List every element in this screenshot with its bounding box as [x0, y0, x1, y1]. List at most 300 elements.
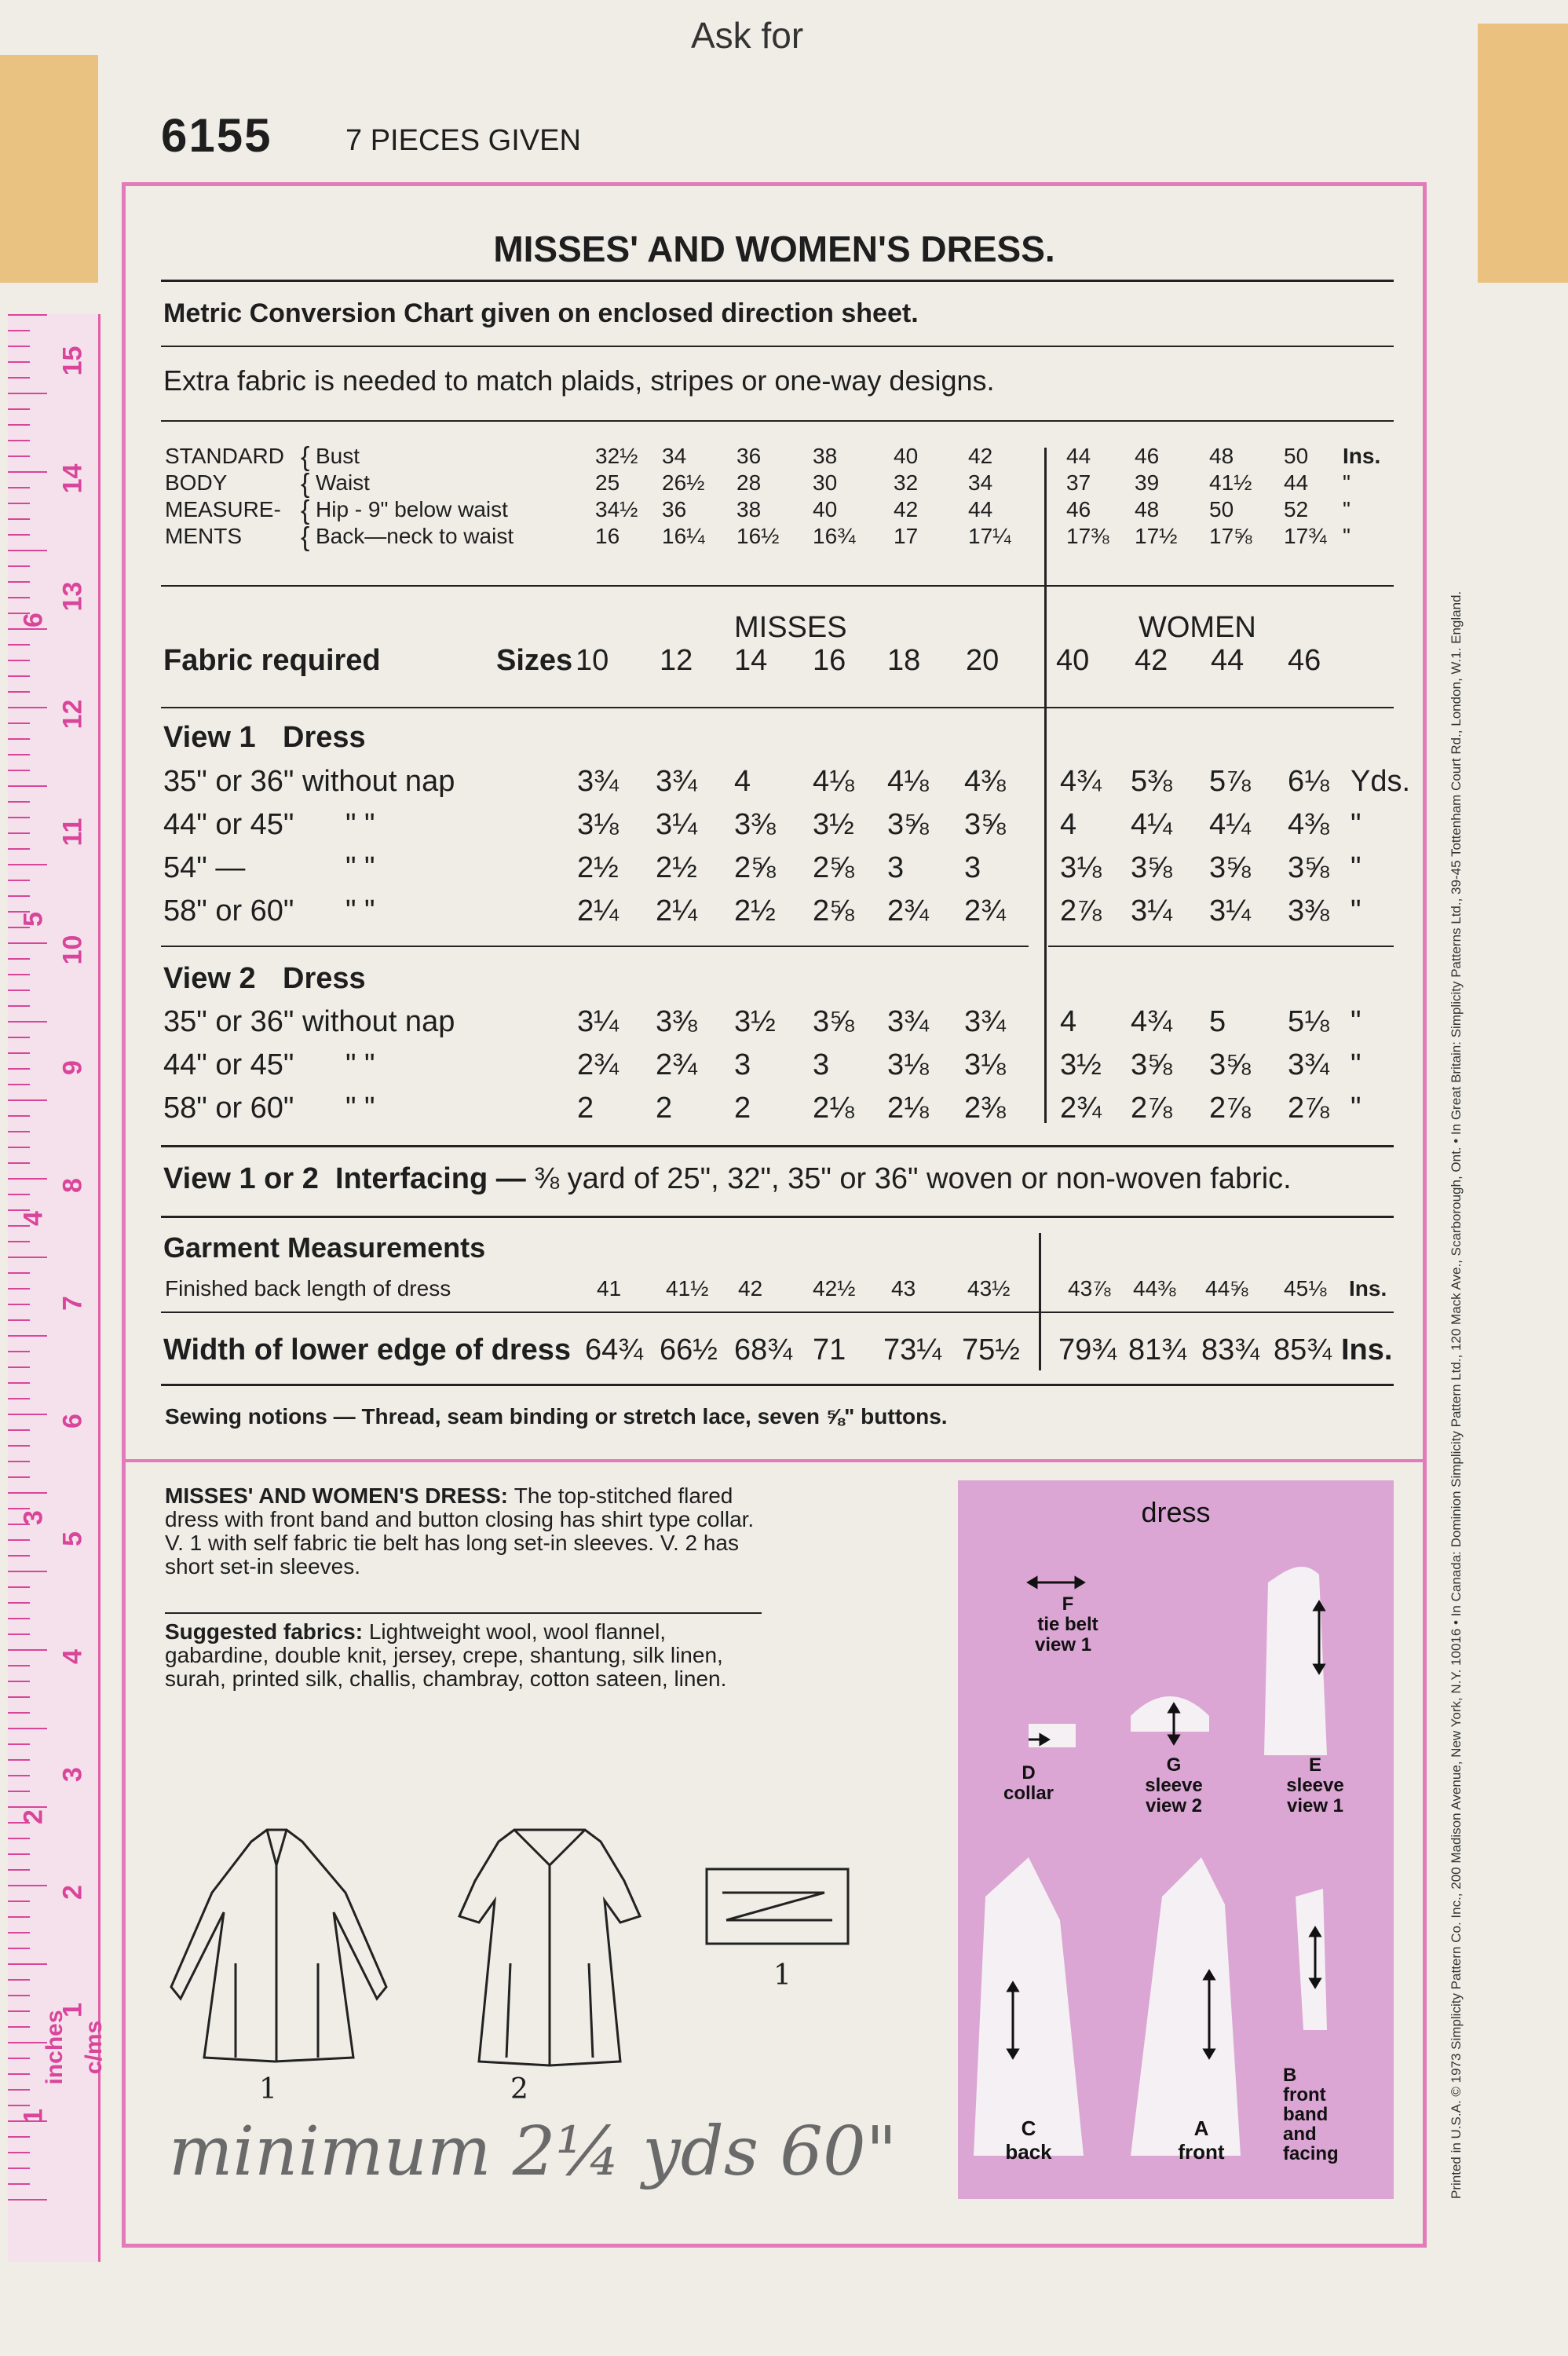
- brace-glyph: {: [301, 469, 310, 499]
- piece-G-sub: view 2: [1145, 1795, 1203, 1816]
- back-length-value: 44⅝: [1205, 1276, 1248, 1301]
- divider: [161, 1145, 1394, 1147]
- size-label: 16: [813, 644, 846, 677]
- measurement-value: 17: [894, 524, 919, 548]
- ruler-tick: [8, 1979, 30, 1981]
- divider: [161, 1312, 1394, 1313]
- ruler-tick: [8, 1869, 30, 1871]
- piece-E-label: [1272, 1755, 1358, 1816]
- ruler-tick: [8, 1618, 30, 1619]
- piece-G-letter: G: [1166, 1754, 1182, 1776]
- ruler-tick: [8, 1665, 30, 1666]
- ruler-tick: [8, 550, 47, 551]
- yardage-value: 3¾: [577, 765, 619, 798]
- measurement-row-label: Bust: [316, 444, 360, 468]
- yardage-value: 3⅛: [1060, 851, 1102, 884]
- piece-E-letter: E: [1308, 1754, 1321, 1776]
- yardage-value: 3⅝: [1288, 851, 1329, 884]
- piece-F-letter: F: [1062, 1593, 1074, 1615]
- measurement-value: 41½: [1209, 470, 1252, 495]
- ruler-tick: [8, 1257, 47, 1258]
- ruler-tick: [8, 942, 47, 944]
- ruler-tick: [8, 1319, 30, 1321]
- ruler-tick: [8, 2168, 30, 2169]
- ruler-tick: [8, 1571, 47, 1572]
- measurement-value: 17¾: [1284, 524, 1327, 548]
- measurement-value: 42: [968, 444, 993, 468]
- suggested-fabrics: [165, 1620, 762, 1691]
- yardage-value: 2⅛: [813, 1092, 854, 1125]
- ruler-tick: [8, 1445, 30, 1447]
- width-value: 75½: [962, 1333, 1020, 1366]
- divider: [161, 1216, 1394, 1218]
- ruler-tick: [8, 1131, 30, 1132]
- yardage-value: 2⅞: [1288, 1092, 1329, 1125]
- yardage-value: 4: [734, 765, 751, 798]
- ruler-tick: [8, 2058, 30, 2059]
- piece-B-label: [1272, 2065, 1369, 2164]
- divider: [161, 707, 1394, 708]
- ruler-tick: [8, 1068, 30, 1070]
- ruler-tick: [8, 832, 30, 834]
- pieces-given: 7 PIECES GIVEN: [345, 124, 581, 157]
- ruler-inch-number: 5: [18, 912, 49, 927]
- divider: [161, 420, 1394, 422]
- view1-title: View 1: [163, 721, 256, 754]
- back-length-value: 43½: [967, 1276, 1011, 1301]
- ruler-cm-number: 7: [57, 1296, 88, 1311]
- tie-belt-sketch: [707, 1869, 848, 1944]
- yardage-value: 2¼: [656, 894, 697, 927]
- sewing-label: Sewing notions —: [165, 1404, 356, 1429]
- back-length-value: 44⅜: [1133, 1276, 1176, 1301]
- yardage-value: 3¾: [656, 765, 697, 798]
- ruler-tick: [8, 2152, 30, 2153]
- interfacing-lead: View 1 or 2: [163, 1162, 319, 1195]
- yardage-value: 2: [656, 1092, 673, 1125]
- diagram-title: dress: [1141, 1496, 1211, 1528]
- measurement-label-line: STANDARD: [165, 444, 284, 468]
- piece-B: [1296, 1889, 1327, 2030]
- ruler-tick: [8, 1241, 30, 1242]
- ruler-cm-number: 11: [57, 818, 88, 847]
- measurement-value: 28: [736, 470, 762, 495]
- ruler-tick: [8, 1429, 30, 1431]
- ruler-tick: [8, 1712, 30, 1714]
- ruler-inch-number: 4: [18, 1211, 49, 1226]
- yardage-value: 4¼: [1209, 808, 1251, 841]
- yardage-value: 3⅝: [964, 808, 1006, 841]
- ruler-tick: [8, 518, 30, 520]
- yardage-value: 5: [1209, 1005, 1226, 1038]
- yardage-value: 2½: [734, 894, 776, 927]
- yardage-value: 4¾: [1060, 765, 1102, 798]
- measurement-value: 16¼: [662, 524, 705, 548]
- yardage-value: 3¼: [577, 1005, 619, 1038]
- ruler-tick: [8, 471, 47, 473]
- measurement-value: 30: [813, 470, 838, 495]
- yardage-unit: ": [1351, 1005, 1361, 1038]
- measurement-value: 17⅝: [1209, 524, 1252, 548]
- interfacing-text: ⅜ yard of 25", 32", 35" or 36" woven or non-woven fabric.: [534, 1162, 1292, 1195]
- handwritten-note: minimum 2¼ yds 60": [169, 2113, 897, 2191]
- ruler-tick: [8, 1696, 30, 1698]
- measurement-value: 38: [813, 444, 838, 468]
- ditto-marks: " ": [345, 894, 375, 927]
- ruler-cm-number: 1: [57, 2003, 88, 2018]
- ruler-tick: [8, 1539, 30, 1541]
- piece-C-label: [981, 2116, 1076, 2164]
- back-length-label: Finished back length of dress: [165, 1276, 451, 1301]
- yardage-value: 3: [964, 851, 981, 884]
- piece-C-letter: C: [1021, 2116, 1036, 2140]
- ruler-tick: [8, 801, 30, 803]
- yardage-value: 2⅝: [734, 851, 776, 884]
- ruler-tick: [8, 581, 30, 583]
- ditto-marks: " ": [345, 851, 375, 884]
- measurement-label-line: BODY: [165, 470, 228, 495]
- piece-E: [1264, 1567, 1327, 1755]
- ruler-tick: [8, 1398, 30, 1399]
- measurement-value: 48: [1135, 497, 1160, 521]
- ruler-cm-label: c/ms: [81, 2020, 107, 2075]
- yardage-value: 3⅜: [1288, 894, 1329, 927]
- yardage-value: 2¾: [577, 1048, 619, 1081]
- measurement-value: 50: [1209, 497, 1234, 521]
- brace-glyph: {: [301, 442, 310, 472]
- measurement-row-label: Waist: [316, 470, 370, 495]
- ruler-tick: [8, 990, 30, 991]
- ruler-tick: [8, 1461, 30, 1462]
- measurement-value: 26½: [662, 470, 705, 495]
- ruler-tick: [8, 1586, 30, 1588]
- ruler-tick: [8, 1304, 30, 1305]
- ruler-tick: [8, 1147, 30, 1148]
- ruler-tick: [8, 2183, 30, 2185]
- yardage-value: 5⅛: [1288, 1005, 1329, 1038]
- fabric-required-title: Fabric required: [163, 644, 381, 677]
- ruler-tick: [8, 1162, 30, 1164]
- piece-B-line: band: [1283, 2104, 1329, 2125]
- fabric-row-label: 35" or 36" without nap: [163, 1005, 455, 1038]
- yardage-value: 3¼: [656, 808, 697, 841]
- width-value: 71: [813, 1333, 846, 1366]
- piece-E-sub: view 1: [1286, 1795, 1344, 1816]
- ruler-tick: [8, 330, 30, 331]
- measurement-value: 39: [1135, 470, 1160, 495]
- ruler-tick: [8, 1743, 30, 1745]
- measurement-value: 46: [1066, 497, 1091, 521]
- measurement-unit: ": [1343, 470, 1351, 495]
- misses-label: MISSES: [734, 611, 847, 644]
- piece-F-name: tie belt: [1037, 1614, 1098, 1635]
- ruler-tick: [8, 1759, 30, 1761]
- measurement-value: 34: [662, 444, 687, 468]
- measurement-unit: ": [1343, 524, 1351, 548]
- ruler-inch-number: 3: [18, 1510, 49, 1525]
- yardage-value: 3¾: [1288, 1048, 1329, 1081]
- measurement-value: 32: [894, 470, 919, 495]
- measurement-value: 34½: [595, 497, 638, 521]
- ruler-tick: [8, 958, 30, 960]
- measurement-value: 34: [968, 470, 993, 495]
- piece-D-label: [989, 1763, 1068, 1804]
- ruler-tick: [8, 2010, 30, 2012]
- yardage-unit: ": [1351, 1048, 1361, 1081]
- divider: [161, 946, 1029, 947]
- ruler-tick: [8, 691, 30, 693]
- yardage-value: 2⅝: [813, 894, 854, 927]
- ruler-tick: [8, 1052, 30, 1054]
- ruler-tick: [8, 1115, 30, 1117]
- yardage-unit: ": [1351, 1092, 1361, 1125]
- ruler-tick: [8, 1366, 30, 1368]
- ruler-tick: [8, 597, 30, 598]
- metric-note: Metric Conversion Chart given on enclosed direction sheet.: [163, 298, 919, 328]
- ruler-tick: [8, 754, 30, 755]
- ruler-tick: [8, 346, 30, 347]
- yardage-value: 2: [577, 1092, 594, 1125]
- ruler-tick: [8, 361, 30, 363]
- yardage-value: 2¾: [887, 894, 929, 927]
- width-value: 64¾: [585, 1333, 643, 1366]
- ruler-tick: [8, 895, 30, 897]
- garment-title: Garment Measurements: [163, 1231, 486, 1264]
- size-label: 46: [1288, 644, 1321, 677]
- ruler-cm-number: 14: [57, 463, 88, 494]
- ruler-tick: [8, 785, 47, 787]
- back-length-value: 41: [597, 1276, 622, 1301]
- ruler-tick: [8, 1633, 30, 1635]
- piece-A-letter: A: [1193, 2116, 1209, 2140]
- measurement-value: 48: [1209, 444, 1234, 468]
- yardage-value: 2¼: [577, 894, 619, 927]
- ruler-tick: [8, 1005, 30, 1007]
- ruler-tick: [8, 2026, 30, 2028]
- size-label: 20: [966, 644, 1000, 677]
- size-label: 40: [1056, 644, 1090, 677]
- yardage-value: 3⅜: [734, 808, 776, 841]
- description-text: The top-stitched flared dress with front band and button closing has shirt type collar. V. 1 with self fabric tie belt has long set-in sleeves. V. 2 has short set-in sleeves.: [165, 1483, 755, 1579]
- ruler-tick: [8, 1335, 47, 1337]
- back-length-unit: Ins.: [1349, 1276, 1387, 1301]
- view1-subtitle: Dress: [283, 721, 366, 754]
- ruler-tick: [8, 1414, 47, 1415]
- view2-title: View 2: [163, 962, 256, 995]
- yardage-unit: ": [1351, 851, 1361, 884]
- pattern-number: 6155: [161, 109, 272, 162]
- ruler-tick: [8, 1948, 30, 1949]
- fabric-row-label: 58" or 60": [163, 894, 294, 927]
- ruler-tick: [8, 2089, 30, 2091]
- ruler-inch-number: 2: [18, 1809, 49, 1824]
- piece-D-name: collar: [1003, 1783, 1054, 1804]
- yardage-value: 3⅝: [1209, 851, 1251, 884]
- measurement-value: 32½: [595, 444, 638, 468]
- divider: [165, 1612, 762, 1614]
- measurement-value: 50: [1284, 444, 1309, 468]
- yardage-value: 3⅛: [577, 808, 619, 841]
- ruler-cm-number: 8: [57, 1178, 88, 1193]
- ruler-tick: [8, 738, 30, 740]
- yardage-value: 4⅛: [887, 765, 929, 798]
- divider: [161, 585, 1394, 587]
- back-length-value: 42: [738, 1276, 763, 1301]
- description: [165, 1484, 762, 1579]
- yardage-value: 3⅛: [887, 1048, 929, 1081]
- fabric-row-label: 58" or 60": [163, 1092, 294, 1125]
- ruler-cm-number: 12: [57, 699, 88, 730]
- ruler-tick: [8, 1728, 47, 1729]
- women-label: WOMEN: [1139, 611, 1256, 644]
- page-title: MISSES' AND WOMEN'S DRESS.: [493, 229, 1055, 269]
- ruler-tick: [8, 487, 30, 488]
- fabric-row-label: 44" or 45": [163, 1048, 294, 1081]
- extra-fabric-note: Extra fabric is needed to match plaids, stripes or one-way designs.: [163, 364, 995, 397]
- yardage-value: 3½: [813, 808, 854, 841]
- measurement-value: 42: [894, 497, 919, 521]
- yardage-value: 2⅞: [1060, 894, 1102, 927]
- piece-F-label: [1021, 1594, 1115, 1655]
- ruler-tick: [8, 707, 47, 708]
- yardage-value: 3⅝: [887, 808, 929, 841]
- side-printing: Printed in U.S.A. © 1973 Simplicity Pattern Co. Inc., 200 Madison Avenue, New York, N.Y. 10016 • In Canada: Dominion Simplicity Pattern Ltd., 120 Mack Ave., Scarborough, Ont. • In Great Britain: Simplicity Patterns Ltd., 39-45 Tottenham Court Rd., London, W.1. England.: [1449, 591, 1464, 2199]
- ruler-tick: [8, 534, 30, 536]
- yardage-value: 2⅝: [813, 851, 854, 884]
- measurement-value: 17⅜: [1066, 524, 1109, 548]
- measurement-value: 25: [595, 470, 620, 495]
- ruler-tick: [8, 314, 47, 316]
- ruler-tick: [8, 1901, 30, 1902]
- fabrics-text: Lightweight wool, wool flannel, gabardine, double knit, jersey, crepe, shantung, silk linen, surah, printed silk, challis, chambray, cotton sateen, linen.: [165, 1619, 727, 1691]
- width-label: Width of lower edge of dress: [163, 1333, 572, 1366]
- yardage-value: 3⅛: [964, 1048, 1006, 1081]
- yardage-unit: ": [1351, 894, 1361, 927]
- measuring-ruler: [8, 314, 107, 2262]
- interfacing-label: Interfacing —: [334, 1162, 526, 1195]
- brace-glyph: {: [301, 496, 310, 525]
- ruler-tick: [8, 1288, 30, 1290]
- ruler-tick: [8, 723, 30, 724]
- yardage-value: 3½: [1060, 1048, 1102, 1081]
- measurement-label-line: MEASURE-: [165, 497, 281, 521]
- yardage-value: 2⅞: [1131, 1092, 1172, 1125]
- ditto-marks: " ": [345, 1048, 375, 1081]
- piece-F-sub: view 1: [1035, 1634, 1092, 1655]
- yardage-value: 5⅜: [1131, 765, 1172, 798]
- divider: [1048, 946, 1394, 947]
- ditto-marks: " ": [345, 808, 375, 841]
- yardage-value: 2½: [577, 851, 619, 884]
- ruler-tick: [8, 1492, 47, 1494]
- description-label: MISSES' AND WOMEN'S DRESS:: [165, 1483, 508, 1508]
- ruler-tick: [8, 1178, 47, 1180]
- measurement-value: 40: [894, 444, 919, 468]
- sewing-notions: [165, 1404, 948, 1429]
- size-label: 18: [887, 644, 921, 677]
- measurement-value: 52: [1284, 497, 1309, 521]
- measurement-value: 44: [968, 497, 993, 521]
- interfacing-line: [163, 1162, 1292, 1196]
- yardage-unit: ": [1351, 808, 1361, 841]
- measurement-row-label: Hip - 9" below waist: [316, 497, 508, 521]
- yardage-value: 2⅜: [964, 1092, 1006, 1125]
- yardage-value: 2⅛: [887, 1092, 929, 1125]
- ruler-tick: [8, 1555, 30, 1557]
- width-unit: Ins.: [1341, 1333, 1393, 1366]
- yardage-value: 2½: [656, 851, 697, 884]
- piece-A-label: [1154, 2116, 1248, 2164]
- fabric-row-label: 54" —: [163, 851, 246, 884]
- piece-B-line: front: [1283, 2084, 1326, 2105]
- yardage-value: 3: [813, 1048, 830, 1081]
- ruler-inches-label: inches: [42, 2010, 68, 2085]
- measurement-value: 44: [1284, 470, 1309, 495]
- divider: [161, 1384, 1394, 1386]
- ruler-tick: [8, 1775, 30, 1776]
- ruler-tick: [8, 974, 30, 975]
- yardage-value: 3⅝: [813, 1005, 854, 1038]
- view2-number: 2: [510, 2073, 528, 2105]
- tape-left: [0, 55, 98, 283]
- back-length-value: 43⅞: [1068, 1276, 1111, 1301]
- ruler-cm-number: 6: [57, 1414, 88, 1429]
- measurement-value: 36: [736, 444, 762, 468]
- yardage-value: 4⅛: [813, 765, 854, 798]
- divider: [161, 346, 1394, 347]
- yardage-value: 4: [1060, 808, 1077, 841]
- ruler-cm-number: 10: [57, 935, 88, 965]
- measurement-label-line: MENTS: [165, 524, 242, 548]
- yardage-value: 3¾: [964, 1005, 1006, 1038]
- brace-glyph: {: [301, 522, 310, 552]
- back-length-value: 41½: [666, 1276, 709, 1301]
- ruler-tick: [8, 2136, 30, 2138]
- yardage-value: 3⅝: [1131, 851, 1172, 884]
- ruler-tick: [8, 660, 30, 661]
- ruler-tick: [8, 675, 30, 677]
- ruler-tick: [8, 377, 30, 379]
- view2-subtitle: Dress: [283, 962, 366, 995]
- width-value: 79¾: [1058, 1333, 1117, 1366]
- ruler-tick: [8, 1476, 30, 1478]
- measurement-value: 16¾: [813, 524, 856, 548]
- ruler-tick: [8, 424, 30, 426]
- measurement-row-label: Back—neck to waist: [316, 524, 514, 548]
- yardage-value: 3½: [734, 1005, 776, 1038]
- fabric-row-label: 35" or 36" without nap: [163, 765, 455, 798]
- ruler-tick: [8, 1791, 30, 1792]
- ruler-tick: [8, 1272, 30, 1274]
- ruler-tick: [8, 1021, 47, 1023]
- ruler-cm-number: 9: [57, 1060, 88, 1075]
- yardage-value: 4⅜: [1288, 808, 1329, 841]
- ruler-tick: [8, 1084, 30, 1085]
- measurement-value: 44: [1066, 444, 1091, 468]
- ruler-tick: [8, 1351, 30, 1352]
- yardage-value: 5⅞: [1209, 765, 1251, 798]
- yardage-value: 3¾: [887, 1005, 929, 1038]
- width-value: 68¾: [734, 1333, 792, 1366]
- piece-D-letter: D: [1022, 1762, 1036, 1783]
- measurement-value: 36: [662, 497, 687, 521]
- ruler-tick: [8, 1838, 30, 1839]
- yardage-value: 3¼: [1209, 894, 1251, 927]
- width-value: 83¾: [1201, 1333, 1259, 1366]
- size-label: 10: [576, 644, 609, 677]
- ruler-tick: [8, 880, 30, 881]
- size-label: 44: [1211, 644, 1245, 677]
